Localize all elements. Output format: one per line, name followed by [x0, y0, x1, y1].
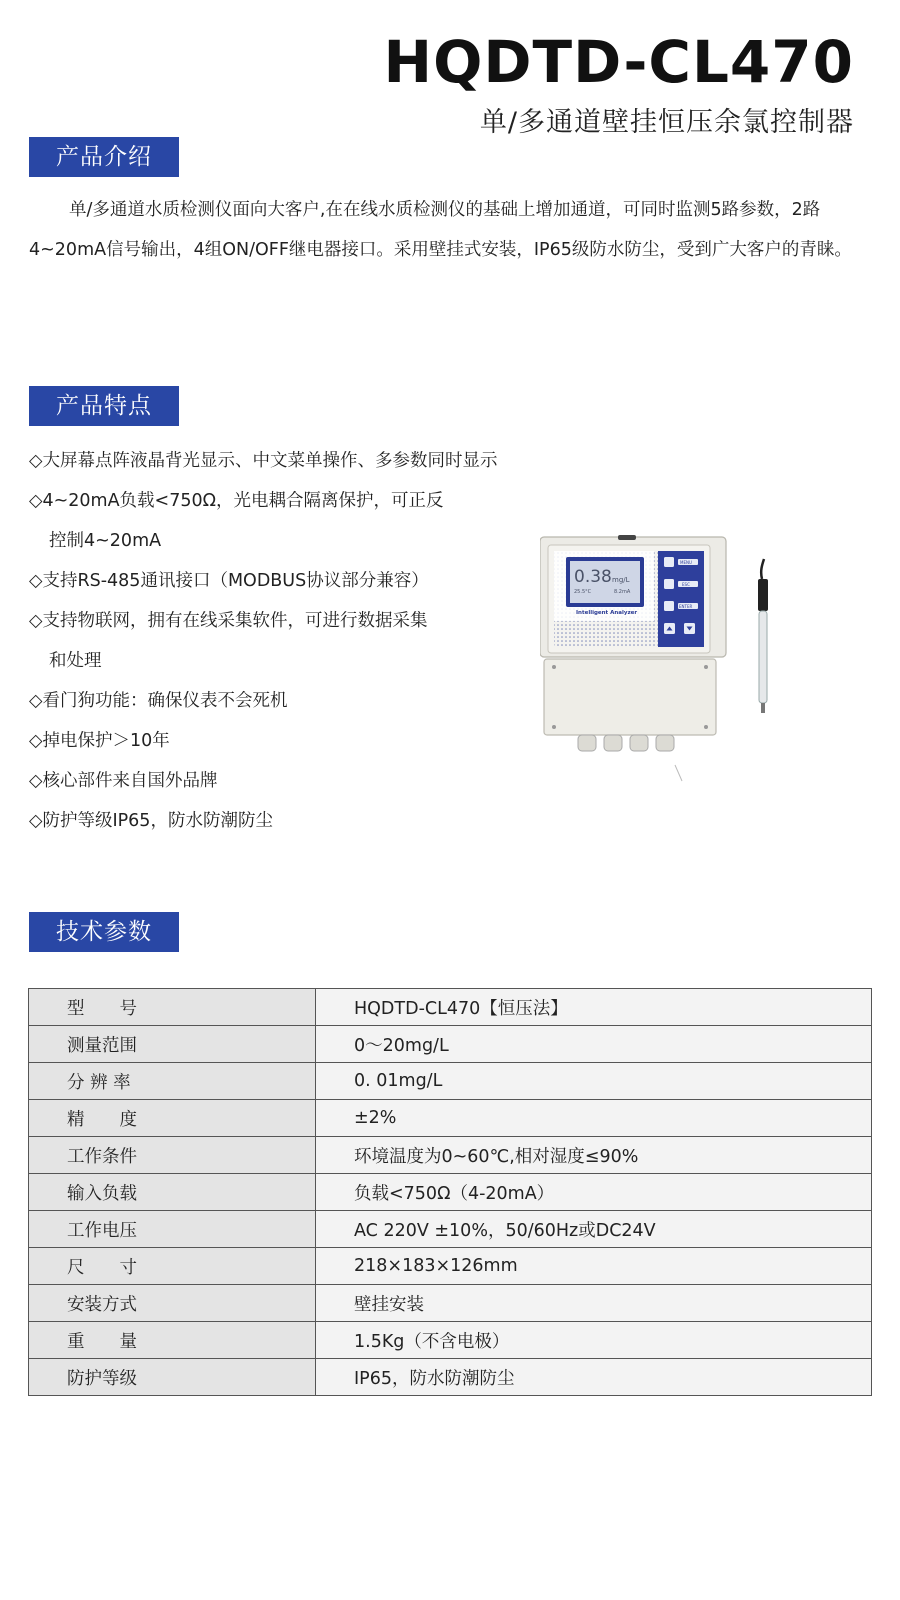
spec-value: 0. 01mg/L [316, 1063, 872, 1100]
table-row [29, 1026, 872, 1063]
table-row [29, 1211, 872, 1248]
spec-key: 输入负载 [29, 1174, 316, 1211]
feature-item-continued: 控制4~20mA [49, 531, 162, 551]
probe-body [759, 611, 767, 703]
feature-item: ◇防护等级IP65，防水防潮防尘 [29, 811, 273, 831]
feature-item: ◇掉电保护＞10年 [29, 731, 170, 751]
cable-gland [656, 735, 674, 751]
spec-table [28, 988, 872, 1396]
spec-value: 负载<750Ω（4-20mA） [316, 1174, 872, 1211]
table-row [29, 1248, 872, 1285]
spec-value: 218×183×126mm [316, 1248, 872, 1285]
product-photo [540, 535, 800, 795]
section-heading-intro: 产品介绍 [29, 137, 179, 177]
screw [704, 725, 708, 729]
spec-key: 工作电压 [29, 1211, 316, 1248]
probe-tip [761, 703, 765, 713]
feature-item: ◇核心部件来自国外品牌 [29, 771, 218, 791]
section-heading-features: 产品特点 [29, 386, 179, 426]
spec-value: IP65，防水防潮防尘 [316, 1359, 872, 1396]
table-row [29, 1100, 872, 1137]
esc-key [664, 579, 674, 589]
spec-key: 重 量 [29, 1322, 316, 1359]
spec-value: 0～20mg/L [316, 1026, 872, 1063]
spec-value: 环境温度为0~60℃,相对湿度≤90% [316, 1137, 872, 1174]
spec-key: 分 辨 率 [29, 1063, 316, 1100]
table-row [29, 1063, 872, 1100]
spec-value: AC 220V ±10%，50/60Hz或DC24V [316, 1211, 872, 1248]
table-row [29, 1137, 872, 1174]
cable-gland [578, 735, 596, 751]
cable-gland [604, 735, 622, 751]
cable [675, 765, 682, 781]
lcd-temperature: 25.5°C [574, 589, 592, 595]
table-row [29, 989, 872, 1026]
product-model-title: HQDTD-CL470 [383, 28, 854, 96]
product-subtitle: 单/多通道壁挂恒压余氯控制器 [479, 107, 854, 138]
spec-value: 1.5Kg（不含电极） [316, 1322, 872, 1359]
feature-item-continued: 和处理 [49, 651, 102, 671]
enter-button-label: ENTER [679, 604, 693, 609]
power-button [664, 557, 674, 567]
probe-head [758, 579, 768, 611]
spec-value: 壁挂安装 [316, 1285, 872, 1322]
table-row [29, 1285, 872, 1322]
spec-key: 型 号 [29, 989, 316, 1026]
brand-label: Intelligent Analyzer [576, 610, 638, 616]
menu-button-label: MENU [680, 560, 692, 565]
esc-button-label: ESC [682, 582, 690, 587]
lcd-reading: 0.38 [574, 567, 612, 587]
feature-item: ◇看门狗功能：确保仪表不会死机 [29, 691, 288, 711]
screw [552, 665, 556, 669]
feature-item: ◇4~20mA负载<750Ω，光电耦合隔离保护，可正反 [29, 491, 444, 511]
enter-key [664, 601, 674, 611]
spec-key: 防护等级 [29, 1359, 316, 1396]
feature-item: ◇大屏幕点阵液晶背光显示、中文菜单操作、多参数同时显示 [29, 451, 498, 471]
table-row [29, 1359, 872, 1396]
probe-cable [761, 559, 764, 579]
spec-key: 精 度 [29, 1100, 316, 1137]
section-heading-specs: 技术参数 [29, 912, 179, 952]
terminal-box [544, 659, 716, 735]
table-row [29, 1174, 872, 1211]
feature-list [29, 441, 497, 841]
feature-item: ◇支持物联网，拥有在线采集软件，可进行数据采集 [29, 611, 428, 631]
spec-key: 工作条件 [29, 1137, 316, 1174]
spec-key: 尺 寸 [29, 1248, 316, 1285]
spec-value: ±2% [316, 1100, 872, 1137]
lcd-current: 8.2mA [614, 589, 631, 595]
spec-value: HQDTD-CL470【恒压法】 [316, 989, 872, 1026]
screw [552, 725, 556, 729]
cable-gland [630, 735, 648, 751]
feature-item: ◇支持RS-485通讯接口（MODBUS协议部分兼容） [29, 571, 429, 591]
lcd-unit: mg/L [612, 576, 630, 584]
intro-paragraph: 单/多通道水质检测仪面向大客户,在在线水质检测仪的基础上增加通道，可同时监测5路参数，2路4~20mA信号输出，4组ON/OFF继电器接口。采用壁挂式安装，IP65级防水防尘，受到广大客户的青睐。 [29, 200, 852, 260]
spec-key: 安装方式 [29, 1285, 316, 1322]
table-row [29, 1322, 872, 1359]
spec-key: 测量范围 [29, 1026, 316, 1063]
lid-latch [618, 535, 636, 540]
screw [704, 665, 708, 669]
